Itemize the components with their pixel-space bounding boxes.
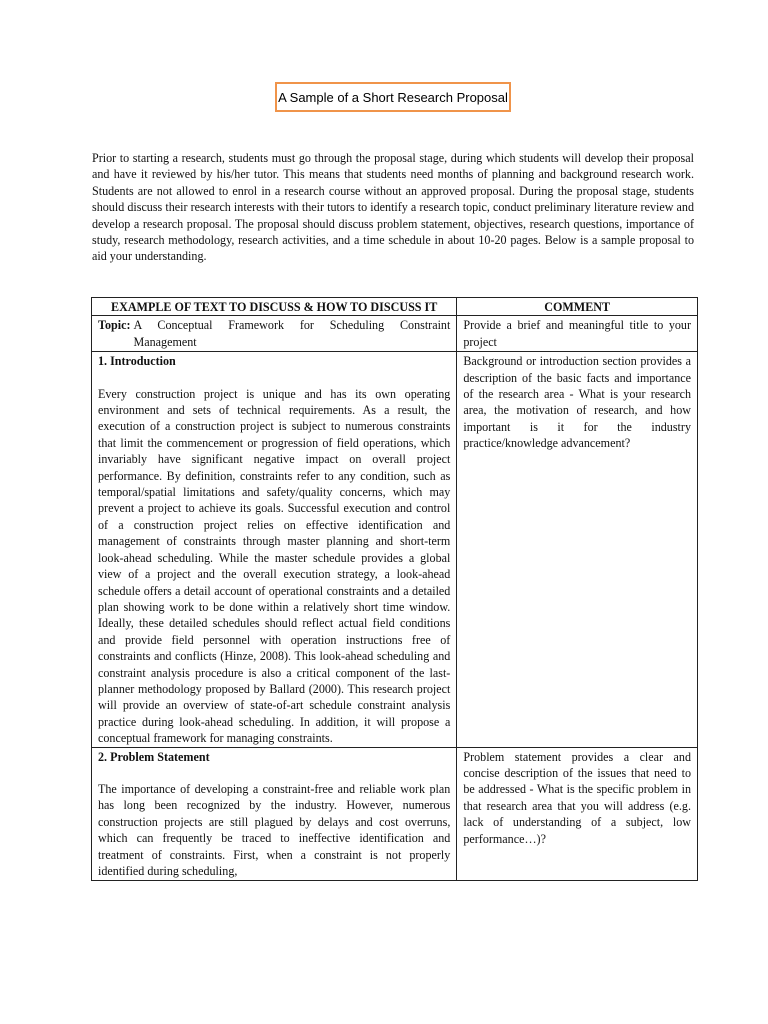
intro-paragraph: Prior to starting a research, students must go through the proposal stage, during which students will develop their proposal and have it reviewed by his/her tutor. This means that students need months of planning and background research work. Students are not allowed to enrol in a research course without an approved proposal. During the proposal stage, students should discuss their research interests with their tutors to identify a research topic, conduct preliminary literature review and develop a research proposal. The proposal should discuss problem statement, objectives, research questions, importance of study, research methodology, research activities, and a time schedule in about 10-20 pages. Below is a sample proposal to aid your understanding. xyxy=(92,151,694,264)
topic-text: A Conceptual Framework for Scheduling Constraint Management xyxy=(133,318,451,349)
problem-body: The importance of developing a constraint-free and reliable work plan has long been recognized by the industry. However, numerous construction projects are still plagued by delays and cost overruns, which can frequently be traced to ineffective identification and treatment of constraints. First, when a constraint is not properly identified during scheduling, xyxy=(98,781,451,878)
topic-cell xyxy=(92,316,457,352)
header-comment: COMMENT xyxy=(457,298,698,316)
problem-heading: 2. Problem Statement xyxy=(98,749,210,764)
document-title-text: A Sample of a Short Research Proposal xyxy=(278,89,508,105)
introduction-cell xyxy=(92,352,457,747)
topic-comment: Provide a brief and meaningful title to your project xyxy=(457,316,698,352)
table-row-topic xyxy=(92,316,698,352)
table-row-introduction xyxy=(92,352,698,747)
introduction-comment: Background or introduction section provides a description of the basic facts and importance of the research area - What is your research area, the motivation of research, and how important is it for the industry practice/knowledge advancement? xyxy=(457,352,698,747)
problem-comment: Problem statement provides a clear and concise description of the issues that need to be addressed - What is the specific problem in that research area that you will address (e.g. lack of understanding of a subject, low performance…)? xyxy=(457,747,698,881)
topic-label: Topic: xyxy=(98,318,131,333)
document-title xyxy=(275,82,511,112)
introduction-heading: 1. Introduction xyxy=(98,354,176,369)
header-example: EXAMPLE OF TEXT TO DISCUSS & HOW TO DISCUSS IT xyxy=(92,298,457,316)
table-header-row xyxy=(92,298,698,316)
problem-cell xyxy=(92,747,457,881)
introduction-body: Every construction project is unique and has its own operating environment and sets of technical requirements. As a result, the execution of a construction project is subject to numerous constraints that limit the commencement or progression of field operations, which invariably have significant negative impact on overall project performance. By definition, constraints refer to any condition, such as temporal/spatial limitations and safety/quality concerns, which may prevent a project to achieve its goals. Successful execution and control of a construction project relies on effective identification and management of constraints through master planning and short-term look-ahead scheduling. While the master schedule provides a global view of a project and the overall execution strategy, a look-ahead schedule offers a detail account of operational constraints and a detailed plan showing work to be done within a relatively short time window. Ideally, these detailed schedules should reflect actual field conditions and provide field personnel with operation instructions free of constraints and conflicts (Hinze, 2008). This look-ahead scheduling and constraint analysis procedure is also a critical component of the last-planner methodology proposed by Ballard (2000). This research project will provide an overview of state-of-art schedule constraint analysis practice during look-ahead scheduling. In addition, it will propose a conceptual framework for managing constraints. xyxy=(98,386,451,746)
proposal-table xyxy=(91,297,698,881)
table-row-problem xyxy=(92,747,698,881)
